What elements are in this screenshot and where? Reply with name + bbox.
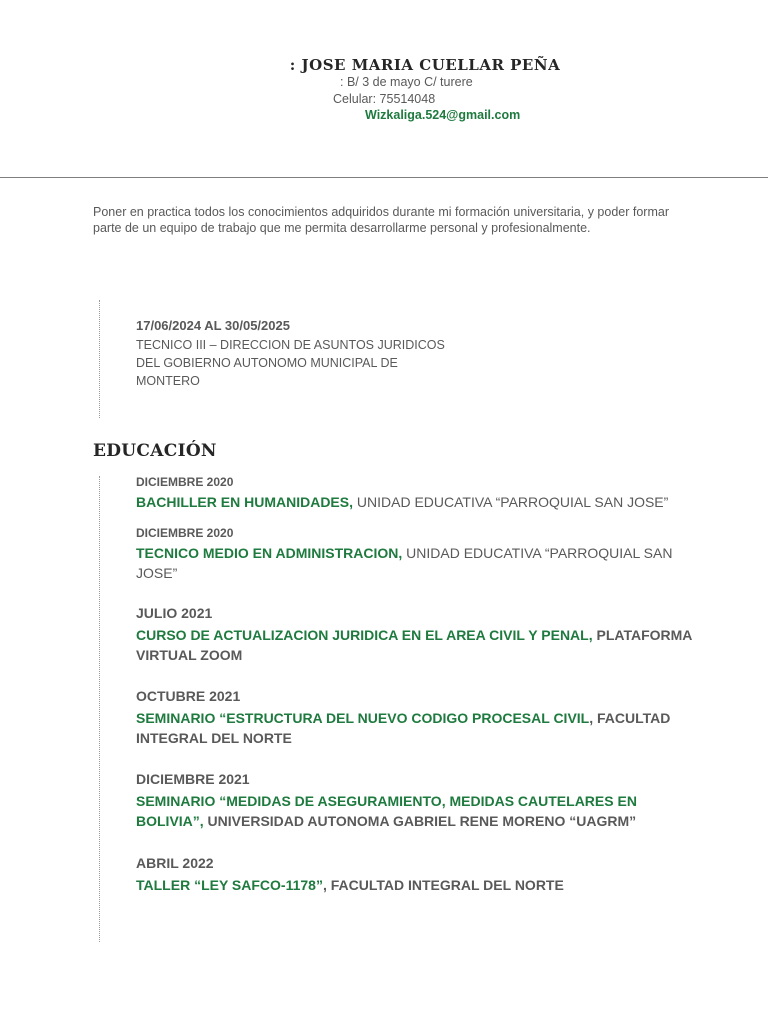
education-item: [136, 770, 696, 831]
education-title: TALLER “LEY SAFCO-1178”: [136, 877, 323, 893]
experience-date: 17/06/2024 AL 30/05/2025: [136, 318, 290, 333]
education-date: OCTUBRE 2021: [136, 688, 241, 704]
education-institution: , FACULTAD INTEGRAL DEL NORTE: [136, 710, 671, 746]
email-link[interactable]: Wizkaliga.524@gmail.com: [365, 108, 521, 122]
education-entry: [136, 708, 696, 748]
education-title: CURSO DE ACTUALIZACION JURIDICA EN EL AREA CIVIL Y PENAL,: [136, 627, 593, 643]
education-date: ABRIL 2022: [136, 855, 214, 871]
education-date: DICIEMBRE 2020: [136, 475, 234, 489]
education-date: JULIO 2021: [136, 605, 213, 621]
education-institution: , FACULTAD INTEGRAL DEL NORTE: [322, 877, 564, 893]
education-title: TECNICO MEDIO EN ADMINISTRACION,: [136, 545, 403, 561]
education-institution: UNIDAD EDUCATIVA “PARROQUIAL SAN JOSE”: [353, 494, 669, 510]
education-title: SEMINARIO “MEDIDAS DE ASEGURAMIENTO, MEDIDAS CAUTELARES EN BOLIVIA”,: [136, 793, 637, 829]
experience-description: TECNICO III – DIRECCION DE ASUNTOS JURIDICOS DEL GOBIERNO AUTONOMO MUNICIPAL DE MONTERO: [136, 338, 445, 388]
education-entry: [136, 875, 696, 895]
education-date: DICIEMBRE 2020: [136, 526, 234, 540]
education-title: SEMINARIO “ESTRUCTURA DEL NUEVO CODIGO PROCESAL CIVIL: [136, 710, 590, 726]
header-divider: [0, 177, 768, 178]
education-entry: [136, 543, 696, 583]
education-item: [136, 526, 696, 583]
education-title: BACHILLER EN HUMANIDADES,: [136, 494, 353, 510]
education-item: [136, 475, 696, 512]
candidate-name: : JOSE MARIA CUELLAR PEÑA: [289, 56, 561, 74]
objective-paragraph: Poner en practica todos los conocimientos adquiridos durante mi formación universitaria, y poder formar parte de un equipo de trabajo que me permita desarrollarme personal y profesionalmente.: [93, 205, 669, 235]
address-text: : B/ 3 de mayo C/ turere: [340, 75, 473, 89]
education-entry: [136, 492, 696, 512]
education-item: [136, 604, 696, 665]
education-timeline-line: [99, 476, 100, 942]
education-institution: PLATAFORMA VIRTUAL ZOOM: [136, 627, 692, 663]
education-entry: [136, 791, 696, 831]
education-institution: UNIDAD EDUCATIVA “PARROQUIAL SAN JOSE”: [136, 545, 673, 581]
education-item: [136, 687, 696, 748]
education-entry: [136, 625, 696, 665]
education-heading: EDUCACIÓN: [93, 441, 217, 461]
phone-text: Celular: 75514048: [333, 92, 436, 106]
education-institution: UNIVERSIDAD AUTONOMA GABRIEL RENE MORENO “UAGRM”: [203, 813, 637, 829]
education-item: [136, 854, 696, 895]
education-date: DICIEMBRE 2021: [136, 771, 250, 787]
experience-timeline-line: [99, 300, 100, 418]
